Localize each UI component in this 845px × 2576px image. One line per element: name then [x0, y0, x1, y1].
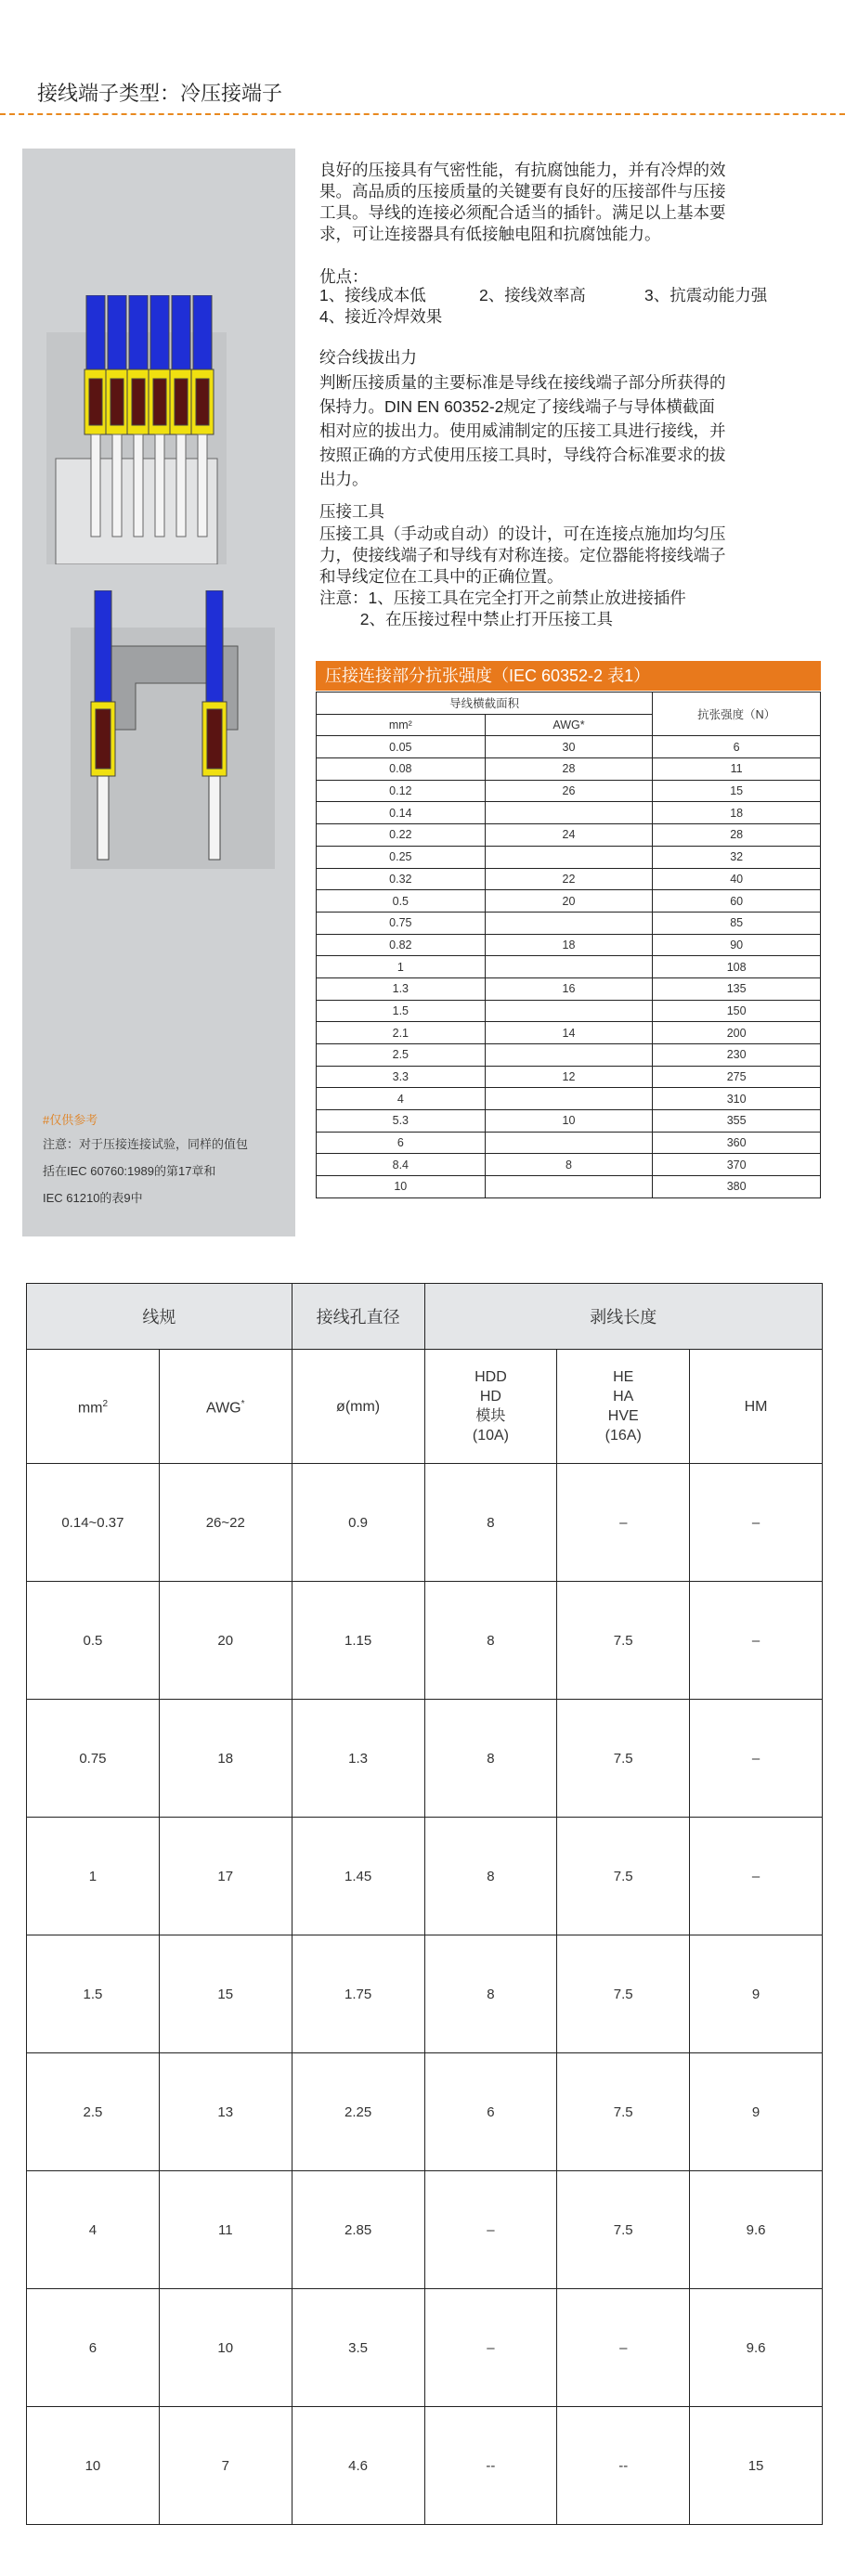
table-cell-mm2: 8.4 — [317, 1154, 486, 1176]
table-cell-mm2: 0.75 — [27, 1700, 160, 1818]
table-cell-dia: 3.5 — [292, 2289, 424, 2407]
table-cell-mm2: 3.3 — [317, 1066, 486, 1088]
text-line: 判断压接质量的主要标准是导线在接线端子部分所获得的 — [319, 373, 726, 392]
table-cell-hm: – — [690, 1464, 823, 1582]
table-cell-mm2: 4 — [27, 2171, 160, 2289]
text-line: 工具。导线的连接必须配合适当的插针。满足以上基本要 — [319, 203, 726, 222]
table-cell-hm: 9 — [690, 2053, 823, 2171]
table-cell-he: – — [557, 1464, 690, 1582]
reference-label: #仅供参考 — [43, 1113, 98, 1127]
text-line: 相对应的拔出力。使用威浦制定的压接工具进行接线，并 — [319, 421, 726, 440]
pullout-heading: 绞合线拔出力 — [319, 348, 417, 367]
table-row — [317, 1088, 821, 1110]
table-cell-hm: 9 — [690, 1935, 823, 2053]
table-cell-mm2: 1.5 — [27, 1935, 160, 2053]
table-cell-n: 310 — [653, 1088, 821, 1110]
table-cell-n: 108 — [653, 956, 821, 978]
table-cell-he: 7.5 — [557, 1582, 690, 1700]
text-line: 力，使接线端子和导线有对称连接。定位器能将接线端子 — [319, 546, 726, 564]
table-cell-n: 18 — [653, 802, 821, 824]
table-row — [27, 1464, 823, 1582]
subheader-awg-sup: * — [240, 1399, 245, 1410]
table-cell-hm: 9.6 — [690, 2289, 823, 2407]
crimp-cross-section-diagram — [71, 590, 275, 869]
note-line: IEC 61210的表9中 — [43, 1191, 143, 1205]
table-cell-awg — [485, 846, 653, 868]
table-cell-mm2: 2.5 — [317, 1044, 486, 1067]
table-cell-he: -- — [557, 2407, 690, 2525]
table-row — [27, 2407, 823, 2525]
table-cell-awg: 17 — [159, 1818, 292, 1935]
table-cell-dia: 1.15 — [292, 1582, 424, 1700]
text-line: 压接工具（手动或自动）的设计，可在连接点施加均匀压 — [319, 524, 726, 543]
text-line: 良好的压接具有气密性能，有抗腐蚀能力，并有冷焊的效 — [319, 161, 726, 179]
table-cell-mm2: 0.14~0.37 — [27, 1464, 160, 1582]
table-cell-n: 28 — [653, 824, 821, 847]
text-line: 果。高品质的压接质量的关键要有良好的压接部件与压接 — [319, 182, 726, 201]
table-cell-mm2: 0.5 — [27, 1582, 160, 1700]
text-line: 出力。 — [319, 470, 369, 488]
subheader-diameter: ø(mm) — [292, 1350, 424, 1464]
table-cell-dia: 0.9 — [292, 1464, 424, 1582]
table-row — [317, 1176, 821, 1198]
table-cell-n: 360 — [653, 1132, 821, 1154]
table-cell-awg: 26 — [485, 780, 653, 802]
table-cell-hdd: – — [424, 2289, 557, 2407]
tensile-header-row — [317, 693, 821, 715]
subheader-mm2 — [27, 1350, 160, 1464]
table-cell-mm2: 6 — [27, 2289, 160, 2407]
table-cell-awg — [485, 1176, 653, 1198]
table-cell-hm: – — [690, 1700, 823, 1818]
advantage-item: 1、接线成本低 — [319, 286, 426, 304]
table-cell-he: 7.5 — [557, 2053, 690, 2171]
table-cell-dia: 4.6 — [292, 2407, 424, 2525]
header-cross-section: 导线横截面积 — [317, 693, 653, 715]
table-cell-awg: 7 — [159, 2407, 292, 2525]
table-row — [317, 1000, 821, 1022]
crimp-tool-paragraph — [319, 524, 812, 630]
table-cell-awg: 22 — [485, 868, 653, 890]
header-gauge: 线规 — [27, 1284, 292, 1350]
table-row — [317, 1044, 821, 1067]
table-row — [317, 912, 821, 934]
table-cell-mm2: 4 — [317, 1088, 486, 1110]
table-row — [317, 802, 821, 824]
text-line: 保持力。DIN EN 60352-2规定了接线端子与导体横截面 — [319, 397, 715, 416]
subheader-hm: HM — [690, 1350, 823, 1464]
table-cell-hm: 9.6 — [690, 2171, 823, 2289]
header-strip-length: 剥线长度 — [424, 1284, 822, 1350]
crimp-contacts-diagram — [46, 295, 227, 564]
table-cell-hdd: 8 — [424, 1818, 557, 1935]
table-cell-he: 7.5 — [557, 2171, 690, 2289]
table-row — [317, 1110, 821, 1133]
table-row — [317, 758, 821, 781]
table-cell-dia: 1.3 — [292, 1700, 424, 1818]
table-cell-n: 60 — [653, 890, 821, 913]
table-cell-mm2: 0.32 — [317, 868, 486, 890]
table-cell-mm2: 0.75 — [317, 912, 486, 934]
table-cell-n: 355 — [653, 1110, 821, 1133]
subheader-mm2-text: mm — [77, 1400, 103, 1417]
header-hole-diameter: 接线孔直径 — [292, 1284, 424, 1350]
table-cell-n: 85 — [653, 912, 821, 934]
pullout-paragraph — [319, 370, 812, 491]
table-cell-awg: 20 — [485, 890, 653, 913]
crimp-tool-heading: 压接工具 — [319, 502, 384, 521]
text-line: 和导线定位在工具中的正确位置。 — [319, 567, 564, 586]
table-cell-mm2: 1 — [317, 956, 486, 978]
table-cell-mm2: 0.14 — [317, 802, 486, 824]
tensile-table — [316, 692, 821, 1198]
subheader-line: (10A) — [472, 1428, 509, 1443]
table-cell-hdd: 8 — [424, 1582, 557, 1700]
table-row — [317, 780, 821, 802]
table-cell-awg: 18 — [159, 1700, 292, 1818]
advantages-heading: 优点： — [319, 267, 369, 286]
text-line: 按照正确的方式使用压接工具时，导线符合标准要求的拔 — [319, 446, 726, 464]
table-cell-n: 90 — [653, 934, 821, 956]
table-row — [317, 1066, 821, 1088]
note-line: 括在IEC 60760:1989的第17章和 — [43, 1164, 216, 1178]
subheader-awg-text: AWG — [206, 1400, 241, 1417]
advantage-item: 2、接线效率高 — [479, 286, 586, 304]
subheader-line: 模块 — [475, 1408, 506, 1424]
table-cell-mm2: 0.12 — [317, 780, 486, 802]
table-cell-hm: – — [690, 1582, 823, 1700]
subheader-line: HDD — [474, 1369, 507, 1385]
table-cell-awg: 18 — [485, 934, 653, 956]
table-cell-mm2: 0.82 — [317, 934, 486, 956]
table-row — [317, 1154, 821, 1176]
table-cell-awg: 24 — [485, 824, 653, 847]
table-cell-n: 15 — [653, 780, 821, 802]
table-cell-hdd: 6 — [424, 2053, 557, 2171]
subheader-line: (16A) — [604, 1428, 642, 1443]
table-cell-awg: 15 — [159, 1935, 292, 2053]
table-cell-hdd: 8 — [424, 1935, 557, 2053]
table-cell-dia: 1.75 — [292, 1935, 424, 2053]
header-awg: AWG* — [485, 714, 653, 736]
table-cell-awg: 10 — [159, 2289, 292, 2407]
table-cell-mm2: 1 — [27, 1818, 160, 1935]
table-cell-he: – — [557, 2289, 690, 2407]
table-row — [317, 956, 821, 978]
table-row — [317, 824, 821, 847]
table-cell-awg: 12 — [485, 1066, 653, 1088]
table-cell-awg: 11 — [159, 2171, 292, 2289]
table-cell-hm: – — [690, 1818, 823, 1935]
table-cell-n: 230 — [653, 1044, 821, 1067]
table-cell-awg: 30 — [485, 736, 653, 758]
subheader-line: HD — [479, 1389, 501, 1405]
table-row — [317, 890, 821, 913]
table-cell-mm2: 0.5 — [317, 890, 486, 913]
wire-gauge-table — [26, 1283, 823, 2525]
intro-paragraph — [319, 160, 812, 245]
table-row — [317, 977, 821, 1000]
table-cell-awg: 14 — [485, 1022, 653, 1044]
table-row — [317, 736, 821, 758]
table-cell-awg: 20 — [159, 1582, 292, 1700]
table-cell-n: 32 — [653, 846, 821, 868]
subheader-line: HE — [613, 1369, 634, 1385]
subheader-line: HVE — [607, 1408, 639, 1424]
table-row — [27, 2053, 823, 2171]
table-cell-hdd: 8 — [424, 1700, 557, 1818]
table-row — [27, 1935, 823, 2053]
table-cell-n: 200 — [653, 1022, 821, 1044]
table-cell-awg — [485, 1132, 653, 1154]
subheader-mm2-sup: 2 — [102, 1399, 109, 1410]
advantage-item: 3、抗震动能力强 — [644, 286, 768, 304]
table-row — [27, 1700, 823, 1818]
table-cell-n: 150 — [653, 1000, 821, 1022]
table-row — [27, 1582, 823, 1700]
table-cell-awg — [485, 956, 653, 978]
table-cell-awg: 13 — [159, 2053, 292, 2171]
table-cell-mm2: 10 — [317, 1176, 486, 1198]
table-cell-mm2: 1.5 — [317, 1000, 486, 1022]
table-cell-mm2: 0.05 — [317, 736, 486, 758]
table-row — [317, 846, 821, 868]
table-cell-awg — [485, 1088, 653, 1110]
table-cell-hdd: 8 — [424, 1464, 557, 1582]
table-cell-he: 7.5 — [557, 1935, 690, 2053]
table-row — [27, 2289, 823, 2407]
table-cell-mm2: 10 — [27, 2407, 160, 2525]
table-row — [317, 934, 821, 956]
table-cell-n: 135 — [653, 977, 821, 1000]
subheader-awg — [159, 1350, 292, 1464]
advantage-item: 4、接近冷焊效果 — [319, 307, 443, 326]
table-cell-awg: 28 — [485, 758, 653, 781]
table-cell-mm2: 0.08 — [317, 758, 486, 781]
table-cell-n: 40 — [653, 868, 821, 890]
table-cell-awg: 16 — [485, 977, 653, 1000]
table-cell-mm2: 0.25 — [317, 846, 486, 868]
table-cell-awg: 10 — [485, 1110, 653, 1133]
table-cell-mm2: 1.3 — [317, 977, 486, 1000]
table-cell-dia: 1.45 — [292, 1818, 424, 1935]
table-cell-dia: 2.85 — [292, 2171, 424, 2289]
table-cell-awg — [485, 802, 653, 824]
wire-table-subheader-row — [27, 1350, 823, 1464]
page-title: 接线端子类型：冷压接端子 — [37, 82, 283, 105]
title-divider — [0, 113, 845, 115]
table-row — [27, 2171, 823, 2289]
table-row — [317, 1132, 821, 1154]
table-cell-hm: 15 — [690, 2407, 823, 2525]
table-cell-hdd: – — [424, 2171, 557, 2289]
note-line: 注意：对于压接连接试验，同样的值包 — [43, 1137, 249, 1151]
table-cell-n: 380 — [653, 1176, 821, 1198]
table-cell-mm2: 5.3 — [317, 1110, 486, 1133]
table-cell-n: 6 — [653, 736, 821, 758]
text-line: 注意：1、压接工具在完全打开之前禁止放进接插件 — [319, 589, 686, 607]
table-cell-mm2: 2.5 — [27, 2053, 160, 2171]
table-cell-he: 7.5 — [557, 1818, 690, 1935]
table-cell-n: 370 — [653, 1154, 821, 1176]
table-cell-mm2: 2.1 — [317, 1022, 486, 1044]
table-cell-awg — [485, 1044, 653, 1067]
table-row — [27, 1818, 823, 1935]
subheader-line: HA — [613, 1389, 634, 1405]
wire-table-header-row — [27, 1284, 823, 1350]
tensile-table-title: 压接连接部分抗张强度（IEC 60352-2 表1） — [316, 661, 821, 691]
table-cell-dia: 2.25 — [292, 2053, 424, 2171]
header-mm2: mm² — [317, 714, 486, 736]
table-cell-mm2: 0.22 — [317, 824, 486, 847]
text-line: 2、在压接过程中禁止打开压接工具 — [319, 610, 613, 628]
table-cell-mm2: 6 — [317, 1132, 486, 1154]
table-row — [317, 868, 821, 890]
text-line: 求，可让连接器具有低接触电阻和抗腐蚀能力。 — [319, 225, 661, 243]
table-cell-n: 11 — [653, 758, 821, 781]
table-cell-awg — [485, 1000, 653, 1022]
table-cell-n: 275 — [653, 1066, 821, 1088]
subheader-hdd — [424, 1350, 557, 1464]
table-row — [317, 1022, 821, 1044]
header-strength: 抗张强度（N） — [653, 693, 821, 736]
table-cell-hdd: -- — [424, 2407, 557, 2525]
table-cell-awg: 26~22 — [159, 1464, 292, 1582]
subheader-he — [557, 1350, 690, 1464]
table-cell-awg: 8 — [485, 1154, 653, 1176]
table-cell-awg — [485, 912, 653, 934]
table-cell-he: 7.5 — [557, 1700, 690, 1818]
